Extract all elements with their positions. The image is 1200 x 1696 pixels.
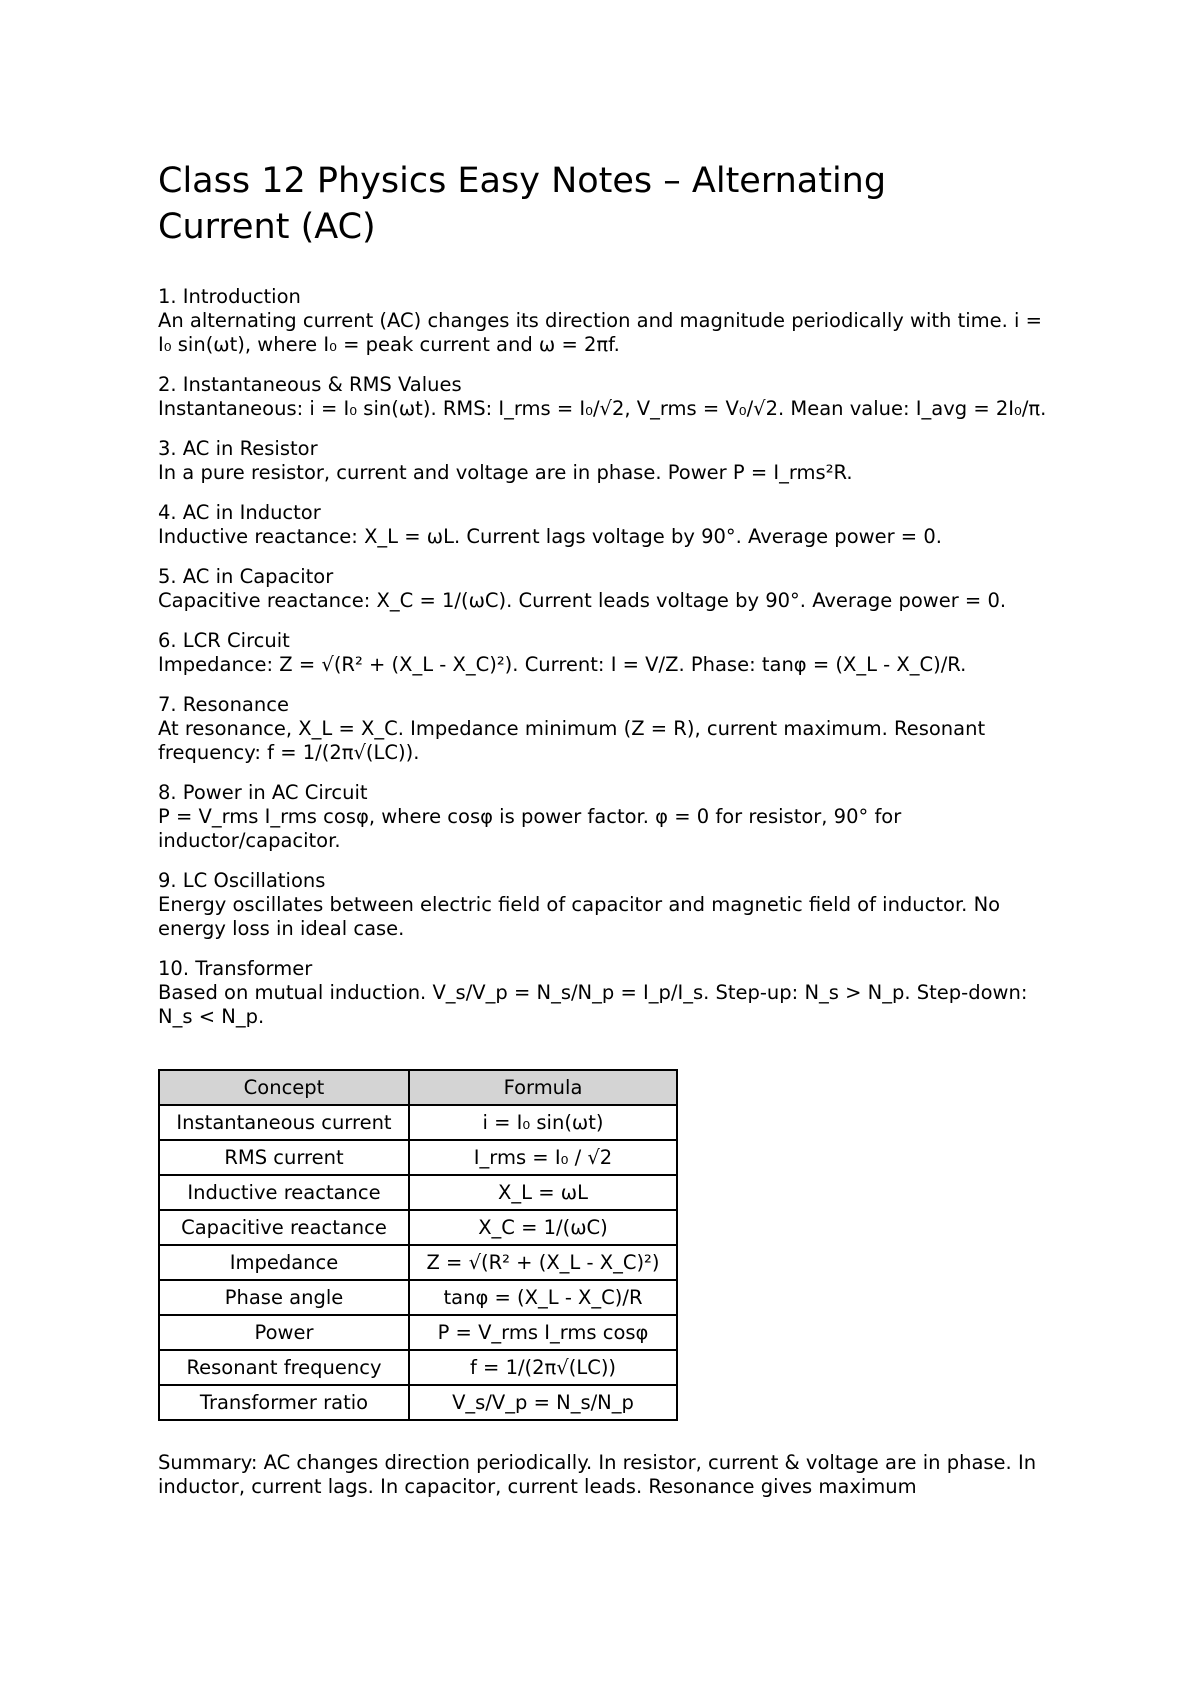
section-body: Capacitive reactance: X_C = 1/(ωC). Current leads voltage by 90°. Average power = 0. — [158, 589, 1007, 612]
formula-table — [158, 1069, 678, 1421]
table-row — [159, 1175, 677, 1210]
column-header-formula: Formula — [409, 1070, 677, 1105]
formula-cell: i = I₀ sin(ωt) — [409, 1105, 677, 1140]
section-transformer — [158, 957, 1058, 1029]
formula-cell: V_s/V_p = N_s/N_p — [409, 1385, 677, 1420]
section-heading: 2. Instantaneous & RMS Values — [158, 373, 462, 396]
section-heading: 6. LCR Circuit — [158, 629, 290, 652]
summary-paragraph: Summary: AC changes direction periodically. In resistor, current & voltage are in phase. In inductor, current lags. In capacitor, current leads. Resonance gives maximum — [158, 1451, 1037, 1498]
formula-cell: I_rms = I₀ / √2 — [409, 1140, 677, 1175]
formula-cell: X_L = ωL — [409, 1175, 677, 1210]
section-body: Based on mutual induction. V_s/V_p = N_s/N_p = I_p/I_s. Step-up: N_s > N_p. Step-down: N_s < N_p. — [158, 981, 1028, 1028]
section-body: P = V_rms I_rms cosφ, where cosφ is power factor. φ = 0 for resistor, 90° for inductor/capacitor. — [158, 805, 902, 852]
formula-cell: f = 1/(2π√(LC)) — [409, 1350, 677, 1385]
section-ac-resistor — [158, 437, 1058, 485]
section-lcr-circuit — [158, 629, 1058, 677]
concept-cell: Impedance — [159, 1245, 409, 1280]
section-body: Impedance: Z = √(R² + (X_L - X_C)²). Current: I = V/Z. Phase: tanφ = (X_L - X_C)/R. — [158, 653, 967, 676]
document-page — [158, 158, 1058, 1499]
concept-cell: Transformer ratio — [159, 1385, 409, 1420]
concept-cell: Power — [159, 1315, 409, 1350]
formula-cell: P = V_rms I_rms cosφ — [409, 1315, 677, 1350]
section-power-ac — [158, 781, 1058, 853]
table-header-row — [159, 1070, 677, 1105]
section-heading: 9. LC Oscillations — [158, 869, 326, 892]
table-row — [159, 1210, 677, 1245]
section-heading: 8. Power in AC Circuit — [158, 781, 368, 804]
table-row — [159, 1385, 677, 1420]
section-heading: 1. Introduction — [158, 285, 301, 308]
concept-cell: Phase angle — [159, 1280, 409, 1315]
concept-cell: Capacitive reactance — [159, 1210, 409, 1245]
section-introduction — [158, 285, 1058, 357]
section-heading: 3. AC in Resistor — [158, 437, 318, 460]
section-instantaneous-rms — [158, 373, 1058, 421]
formula-cell: Z = √(R² + (X_L - X_C)²) — [409, 1245, 677, 1280]
section-heading: 4. AC in Inductor — [158, 501, 321, 524]
section-resonance — [158, 693, 1058, 765]
section-body: Instantaneous: i = I₀ sin(ωt). RMS: I_rms = I₀/√2, V_rms = V₀/√2. Mean value: I_avg = 2I₀/π. — [158, 397, 1047, 420]
column-header-concept: Concept — [159, 1070, 409, 1105]
concept-cell: Inductive reactance — [159, 1175, 409, 1210]
table-row — [159, 1105, 677, 1140]
document-title: Class 12 Physics Easy Notes – Alternating Current (AC) — [158, 161, 887, 247]
section-heading: 5. AC in Capacitor — [158, 565, 334, 588]
section-lc-oscillations — [158, 869, 1058, 941]
table-row — [159, 1315, 677, 1350]
table-row — [159, 1245, 677, 1280]
concept-cell: RMS current — [159, 1140, 409, 1175]
section-body: Inductive reactance: X_L = ωL. Current lags voltage by 90°. Average power = 0. — [158, 525, 942, 548]
section-ac-inductor — [158, 501, 1058, 549]
table-row — [159, 1280, 677, 1315]
concept-cell: Resonant frequency — [159, 1350, 409, 1385]
section-body: Energy oscillates between electric field of capacitor and magnetic field of inductor. No energy loss in ideal case. — [158, 893, 1001, 940]
section-body: At resonance, X_L = X_C. Impedance minimum (Z = R), current maximum. Resonant frequency: f = 1/(2π√(LC)). — [158, 717, 986, 764]
table-row — [159, 1140, 677, 1175]
section-body: An alternating current (AC) changes its direction and magnitude periodically with time. i = I₀ sin(ωt), where I₀ = peak current and ω = 2πf. — [158, 309, 1042, 356]
section-body: In a pure resistor, current and voltage are in phase. Power P = I_rms²R. — [158, 461, 853, 484]
section-heading: 7. Resonance — [158, 693, 289, 716]
section-heading: 10. Transformer — [158, 957, 313, 980]
formula-cell: X_C = 1/(ωC) — [409, 1210, 677, 1245]
section-ac-capacitor — [158, 565, 1058, 613]
table-row — [159, 1350, 677, 1385]
formula-cell: tanφ = (X_L - X_C)/R — [409, 1280, 677, 1315]
concept-cell: Instantaneous current — [159, 1105, 409, 1140]
